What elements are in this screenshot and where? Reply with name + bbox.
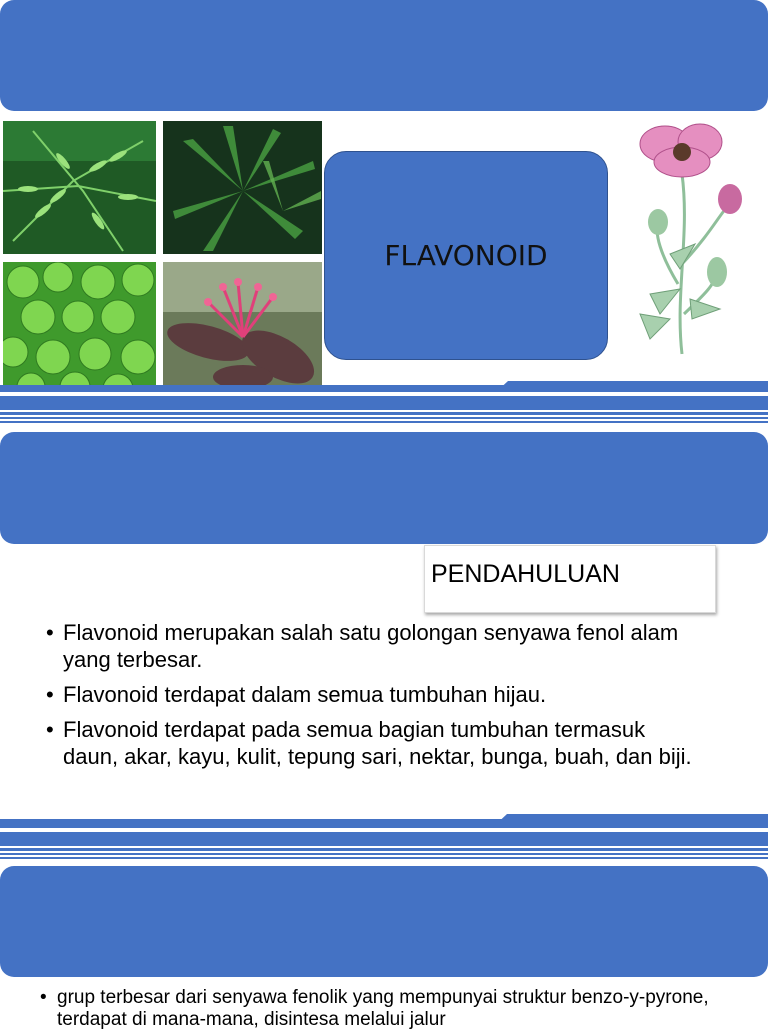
definition-bullet-list <box>40 987 737 1031</box>
slide-divider-bar <box>0 380 768 392</box>
round-green-leaves-photo <box>3 262 156 391</box>
slide-1 <box>0 0 768 392</box>
slide-top-stripes <box>0 832 768 860</box>
pink-flower-purple-leaves-photo <box>163 262 322 391</box>
list-item: • Flavonoid terdapat pada semua bagian tumbuhan termasuk daun, akar, kayu, kulit, tepung sari, nektar, bunga, buah, dan biji. <box>46 716 703 770</box>
slide-title: FLAVONOID <box>384 239 548 272</box>
intro-bullet-list <box>46 619 703 778</box>
section-heading-box <box>424 545 716 613</box>
list-item: • Flavonoid merupakan salah satu golongan senyawa fenol alam yang terbesar. <box>46 619 703 673</box>
slide-top-stripes <box>0 396 768 424</box>
list-item: • Flavonoid terdapat dalam semua tumbuhan hijau. <box>46 681 703 708</box>
green-pinnate-leaves-photo <box>3 121 156 254</box>
header-banner <box>0 866 768 977</box>
header-banner <box>0 432 768 544</box>
palm-like-leaves-photo <box>163 121 322 254</box>
slide-divider-bar <box>0 814 768 828</box>
title-box <box>324 151 608 360</box>
section-heading: PENDAHULUAN <box>431 560 620 588</box>
poppy-illustration <box>620 114 768 364</box>
title-banner <box>0 0 768 111</box>
list-item: • grup terbesar dari senyawa fenolik yang mempunyai struktur benzo-y-pyrone, terdapat di mana-mana, disintesa melalui jalur <box>40 987 737 1031</box>
